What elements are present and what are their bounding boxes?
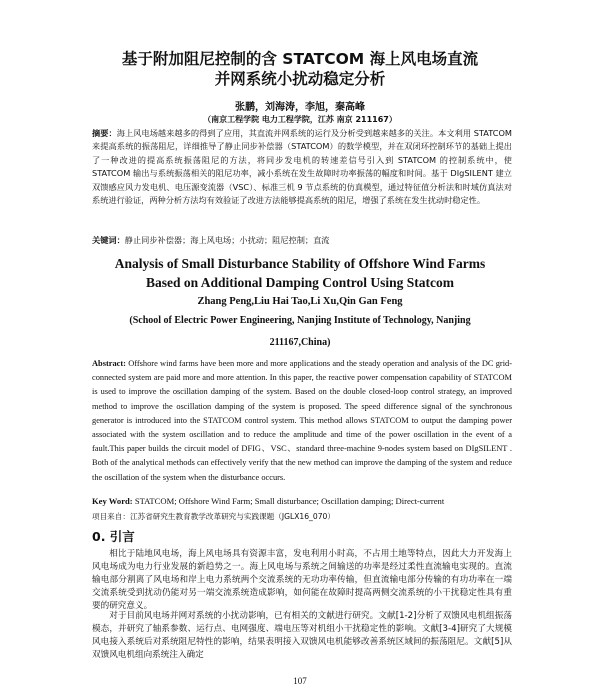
chinese-affiliation: （南京工程学院 电力工程学院，江苏 南京 211167）	[203, 115, 397, 124]
english-abstract-text: Offshore wind farms have been more and more applications and the steady operation and analysis of the DC grid-connected system are paid more and more attention. In this paper, the reactive power compensation capability of STATCOM is used to improve the oscillation damping of the system. Based on the double closed-loop control strategy, an improved method to improve the oscillation damping of the system is proposed. The speed difference signal of the synchronous generator is introduced into the STATCOM control system. This method allows STATCOM to output the damping power associated with the system oscillation and to reduce the amplitude and time of the power oscillation in the event of a fault.This paper builds the circuit model of DFIG、VSC、standard three-machine 9-nodes system based on DIgSILENT . Both of the analytical methods can effectively verify that the new method can improve the damping of the system and reduce the oscillation of the system when the disturbance occurs.	[92, 359, 512, 482]
intro-paragraph-2: 对于目前风电场并网对系统的小扰动影响，已有相关的文献进行研究。文献[1-2]分析了双馈风电机组振荡模态，并研究了轴系参数、运行点、电网强度、端电压等对机组小干扰稳定性的影响。文献[3-4]研究了大规模风电接入系统后对系统阻尼特性的影响，结果表明接入双馈风电机能够改善系统区域间的振荡阻尼。文献[5]从双馈风电机组向系统注入确定	[92, 611, 512, 661]
chinese-title-line2: 并网系统小扰动稳定分析	[214, 70, 386, 88]
english-title-line1: Analysis of Small Disturbance Stability of Offshore Wind Farms	[114, 256, 486, 271]
intro-paragraph-1: 相比于陆地风电场，海上风电场具有资源丰富，发电利用小时高，不占用土地等特点，因此大力开发海上风电场成为电力行业发展的新趋势之一。海上风电场与系统之间输送的功率是经过柔性直流输电实现的。直流输电部分割离了风电场和岸上电力系统两个交流系统的无功功率传输，但直流输电部分传输的有功功率在一端交流系统受到扰动仍能对另一端交流系统造成影响，如何能在故障时提高两侧交流系统的小干扰稳定性具有重要的研究意义。	[92, 549, 512, 612]
english-keywords	[92, 496, 512, 506]
chinese-keywords	[92, 234, 512, 247]
chinese-abstract-text: 海上风电场越来越多的得到了应用，其直流并网系统的运行及分析受到越来越多的关注。本文利用 STATCOM 来提高系统的振荡阻尼，详细推导了静止同步补偿器（STATCOM）的数学模型，并在双闭环控制环节的基础上提出了一种改进的提高系统振荡阻尼的方法，将同步发电机的转速差信号引入到 STATCOM 的控制系统中，使 STATCOM 输出与系统振荡相关的阻尼功率，减小系统在发生故障时功率振荡的幅度和时间。基于 DIgSILENT 建立双馈感应风力发电机、电压源变流器（VSC）、标准三机 9 节点系统的仿真模型，通过特征值分析法和时域仿真法对系统进行验证，两种分析方法均有效验证了改进方法能够提高系统的阻尼，增强了系统在发生扰动时稳定性。	[92, 128, 512, 206]
english-abstract	[92, 357, 512, 485]
chinese-keywords-text: 静止同步补偿器；海上风电场；小扰动；阻尼控制；直流	[124, 235, 330, 245]
english-title-line2: Based on Additional Damping Control Using Statcom	[145, 275, 455, 290]
chinese-abstract-label: 摘要：	[92, 128, 117, 138]
chinese-authors: 张鹏，刘海涛，李旭，秦高峰	[235, 102, 365, 113]
english-authors: Zhang Peng,Liu Hai Tao,Li Xu,Qin Gan Feng	[197, 296, 403, 307]
english-affiliation-line2: 211167,China)	[269, 337, 331, 348]
section-heading-introduction: 0. 引言	[92, 529, 135, 544]
chinese-keywords-label: 关键词：	[92, 235, 125, 245]
chinese-title-line1: 基于附加阻尼控制的含 STATCOM 海上风电场直流	[121, 50, 479, 68]
english-affiliation-line1: (School of Electric Power Engineering, Nanjing Institute of Technology, Nanjing	[129, 315, 471, 326]
chinese-abstract	[92, 127, 512, 207]
page-number: 107	[293, 676, 307, 686]
english-keywords-label: Key Word:	[92, 496, 133, 506]
english-abstract-label: Abstract:	[92, 359, 126, 368]
funding-note: 项目来自：江苏省研究生教育教学改革研究与实践课题（JGLX16_070）	[92, 512, 335, 521]
english-keywords-text: STATCOM; Offshore Wind Farm; Small disturbance; Oscillation damping; Direct-current	[134, 496, 445, 506]
